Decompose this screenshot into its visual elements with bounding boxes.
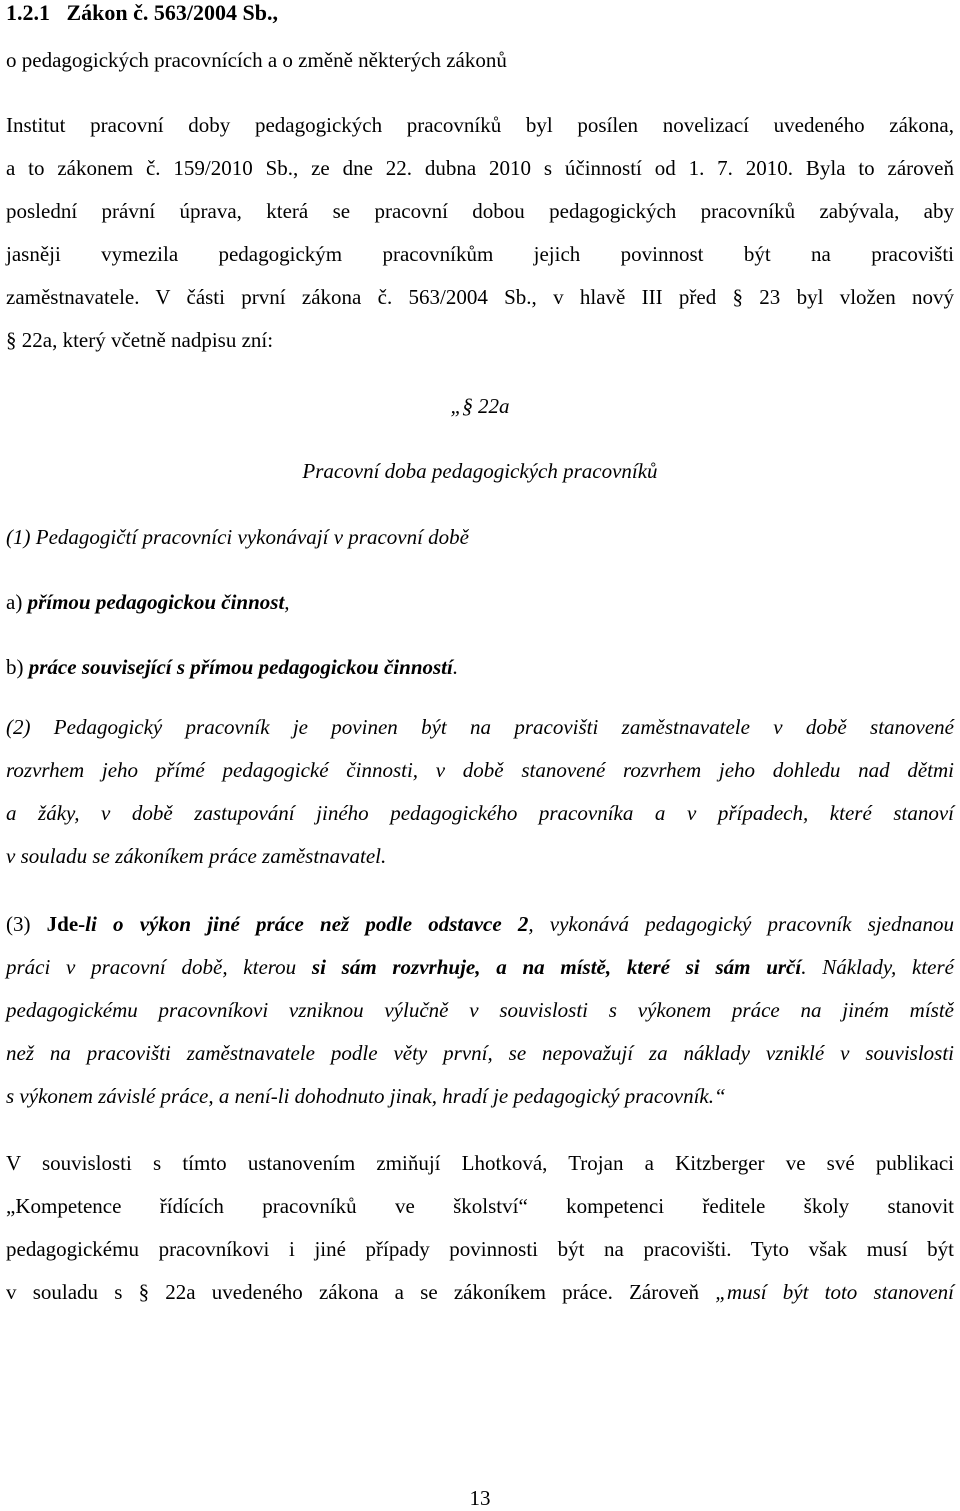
text-line: pedagogickému pracovníkovi i jiné případy povinnosti být na pracovišti. Tyto však musí být (6, 1237, 954, 1261)
text-line: zaměstnavatele. V části první zákona č. 563/2004 Sb., v hlavě III před § 23 byl vložen nový (6, 285, 954, 309)
text-run-italic: „musí být toto stanovení (715, 1280, 954, 1304)
text-run-bold-italic: si sám rozvrhuje, a na místě, které si sám určí (311, 955, 802, 979)
item-prefix: a) (6, 590, 28, 614)
text-line (6, 1271, 954, 1314)
text-line: V souvislosti s tímto ustanovením zmiňují Lhotková, Trojan a Kitzberger ve své publikaci (6, 1151, 954, 1175)
item-suffix: , (284, 590, 290, 614)
text-line: Institut pracovní doby pedagogických pracovníků byl posílen novelizací uvedeného zákona, (6, 113, 954, 137)
text-line: s výkonem závislé práce, a není-li dohodnuto jinak, hradí je pedagogický pracovník.“ (6, 1084, 726, 1108)
item-suffix: . (452, 655, 459, 679)
text-line: „Kompetence řídících pracovníků ve školství“ kompetenci ředitele školy stanovit (6, 1194, 954, 1218)
text-run-italic: práci v pracovní době, kterou (6, 955, 312, 979)
text-line: než na pracovišti zaměstnavatele podle věty první, se nepovažují za náklady vzniklé v souvislosti (6, 1041, 954, 1065)
paragraph-quote-2 (6, 706, 954, 878)
text-line: a to zákonem č. 159/2010 Sb., ze dne 22. dubna 2010 s účinností od 1. 7. 2010. Byla to zároveň (6, 156, 954, 180)
text-line: jasněji vymezila pedagogickým pracovníkům jejich povinnost být na pracovišti (6, 242, 954, 266)
quote-item-b (6, 654, 458, 680)
item-text: přímou pedagogickou činnost (27, 590, 285, 614)
text-line: (2) Pedagogický pracovník je povinen být na pracovišti zaměstnavatele v době stanovené (6, 715, 954, 739)
paragraph-intro (6, 104, 954, 362)
paragraph-commentary (6, 1142, 954, 1314)
text-line: rozvrhem jeho přímé pedagogické činnosti, v době stanovené rozvrhem jeho dohledu nad dětmi (6, 758, 954, 782)
quote-item-a (6, 589, 290, 615)
text-run-italic: . Náklady, které (801, 955, 954, 979)
item-text: práce související s přímou pedagogickou činností (28, 655, 453, 679)
text-line: a žáky, v době zastupování jiného pedagogického pracovníka a v případech, které stanoví (6, 801, 954, 825)
paragraph-quote-3 (6, 903, 954, 1118)
page-number: 13 (469, 1486, 491, 1510)
section-heading: 1.2.1 Zákon č. 563/2004 Sb., (6, 0, 278, 25)
text-line (6, 903, 954, 946)
text-line: v souladu se zákoníkem práce zaměstnavatel. (6, 844, 387, 868)
text-line: pedagogickému pracovníkovi vzniknou výlučně v souvislosti s výkonem práce na jiném místě (6, 998, 954, 1022)
text-line: poslední právní úprava, která se pracovní dobou pedagogických pracovníků zabývala, aby (6, 199, 954, 223)
text-run: v souladu s § 22a uvedeného zákona a se zákoníkem práce. Zároveň (6, 1280, 716, 1304)
text-line (6, 946, 954, 989)
item-prefix: b) (6, 655, 29, 679)
text-line: § 22a, který včetně nadpisu zní: (6, 328, 274, 352)
quote-item-1: (1) Pedagogičtí pracovníci vykonávají v pracovní době (6, 525, 470, 549)
text-run-bold-italic: li o výkon jiné práce než podle odstavce 2 (85, 912, 529, 936)
text-run: (3) (6, 912, 47, 936)
quote-section-mark: „§ 22a (450, 394, 510, 418)
quote-title: Pracovní doba pedagogických pracovníků (302, 459, 658, 483)
section-subheading: o pedagogických pracovnících a o změně některých zákonů (6, 48, 507, 72)
text-run-italic: , vykonává pedagogický pracovník sjednanou (528, 912, 954, 936)
text-run-bold: Jde- (46, 912, 86, 936)
